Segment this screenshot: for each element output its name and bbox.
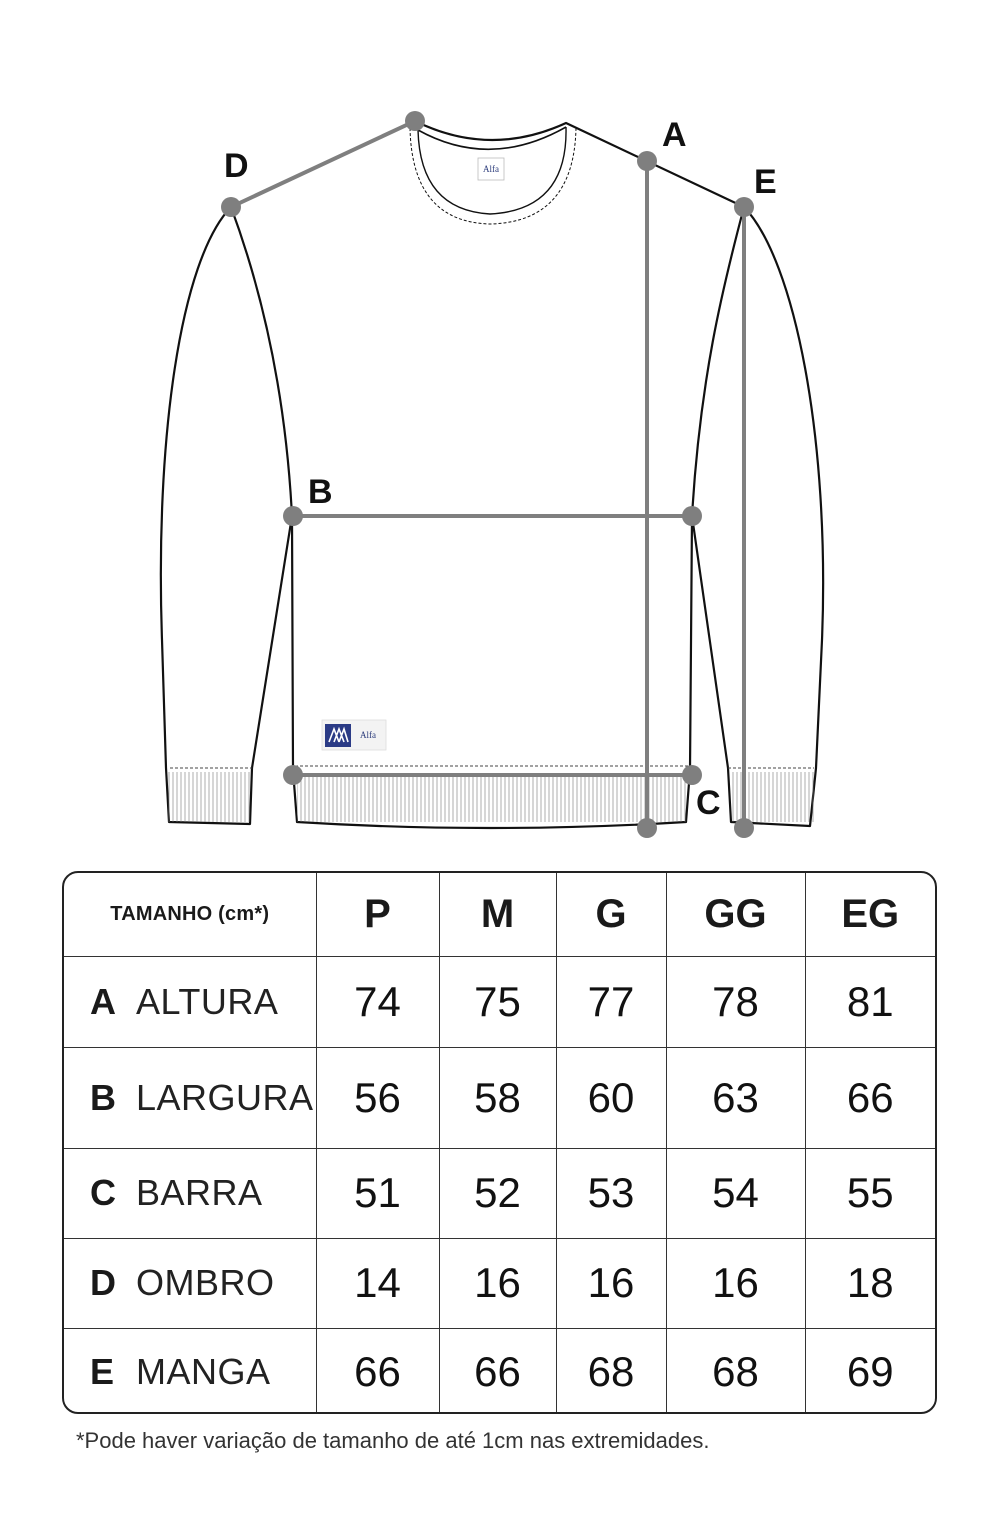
table-cell: 14 <box>316 1238 439 1328</box>
size-table <box>62 871 937 1414</box>
table-cell: 16 <box>666 1238 805 1328</box>
table-row <box>64 956 935 1047</box>
row-label <box>64 1238 316 1328</box>
table-cell: 66 <box>439 1328 556 1414</box>
point-d-end <box>405 111 425 131</box>
table-cell: 78 <box>666 956 805 1047</box>
neck-label <box>478 158 504 180</box>
measure-line-d <box>231 121 415 207</box>
table-row <box>64 1148 935 1238</box>
size-header-m: M <box>439 873 556 956</box>
row-name: BARRA <box>136 1172 263 1213</box>
table-cell: 68 <box>666 1328 805 1414</box>
table-cell: 60 <box>556 1047 666 1148</box>
table-cell: 16 <box>556 1238 666 1328</box>
right-sleeve-outline <box>692 207 823 826</box>
row-code: D <box>90 1262 116 1303</box>
measurement-points <box>221 111 754 838</box>
point-b-end <box>682 506 702 526</box>
point-e-start <box>734 197 754 217</box>
size-header-p: P <box>316 873 439 956</box>
table-cell: 58 <box>439 1047 556 1148</box>
point-d-start <box>221 197 241 217</box>
point-e-end <box>734 818 754 838</box>
row-label <box>64 956 316 1047</box>
table-row <box>64 1238 935 1328</box>
svg-text:Alfa: Alfa <box>360 730 376 740</box>
row-name: OMBRO <box>136 1262 275 1303</box>
row-label <box>64 1148 316 1238</box>
size-header-eg: EG <box>805 873 935 956</box>
table-cell: 66 <box>805 1047 935 1148</box>
table-cell: 66 <box>316 1328 439 1414</box>
point-c-end <box>682 765 702 785</box>
table-cell: 55 <box>805 1148 935 1238</box>
point-a-start <box>637 151 657 171</box>
point-a-end <box>637 818 657 838</box>
label-e: E <box>754 163 777 201</box>
point-c-start <box>283 765 303 785</box>
table-header-row <box>64 873 935 956</box>
hem-brand-tag <box>322 720 386 750</box>
row-name: ALTURA <box>136 980 279 1022</box>
table-cell: 74 <box>316 956 439 1047</box>
table-cell: 18 <box>805 1238 935 1328</box>
row-label <box>64 1328 316 1414</box>
table-row <box>64 1328 935 1414</box>
svg-text:Alfa: Alfa <box>483 164 499 174</box>
table-cell: 16 <box>439 1238 556 1328</box>
label-a: A <box>662 116 687 154</box>
table-cell: 51 <box>316 1148 439 1238</box>
label-d: D <box>224 147 249 185</box>
table-cell: 56 <box>316 1047 439 1148</box>
footnote: *Pode haver variação de tamanho de até 1cm nas extremidades. <box>76 1428 710 1453</box>
table-corner-header: TAMANHO (cm*) <box>64 873 316 956</box>
left-sleeve-outline <box>161 207 292 824</box>
label-c: C <box>696 784 721 822</box>
hem-rib <box>297 776 687 822</box>
table-cell: 54 <box>666 1148 805 1238</box>
point-b-start <box>283 506 303 526</box>
size-header-gg: GG <box>666 873 805 956</box>
label-b: B <box>308 473 333 511</box>
row-label <box>64 1047 316 1148</box>
table-cell: 81 <box>805 956 935 1047</box>
row-name: MANGA <box>136 1351 271 1393</box>
row-code: C <box>90 1172 116 1213</box>
table-cell: 75 <box>439 956 556 1047</box>
row-code: A <box>90 980 116 1022</box>
table-cell: 63 <box>666 1047 805 1148</box>
table-cell: 68 <box>556 1328 666 1414</box>
row-code: E <box>90 1351 115 1393</box>
row-code: B <box>90 1076 116 1118</box>
table-cell: 52 <box>439 1148 556 1238</box>
table-cell: 77 <box>556 956 666 1047</box>
table-row <box>64 1047 935 1148</box>
row-name: LARGURA <box>136 1076 314 1118</box>
table-cell: 53 <box>556 1148 666 1238</box>
left-cuff-rib <box>168 772 252 822</box>
sweatshirt-outline <box>161 121 823 828</box>
size-header-g: G <box>556 873 666 956</box>
table-cell: 69 <box>805 1328 935 1414</box>
